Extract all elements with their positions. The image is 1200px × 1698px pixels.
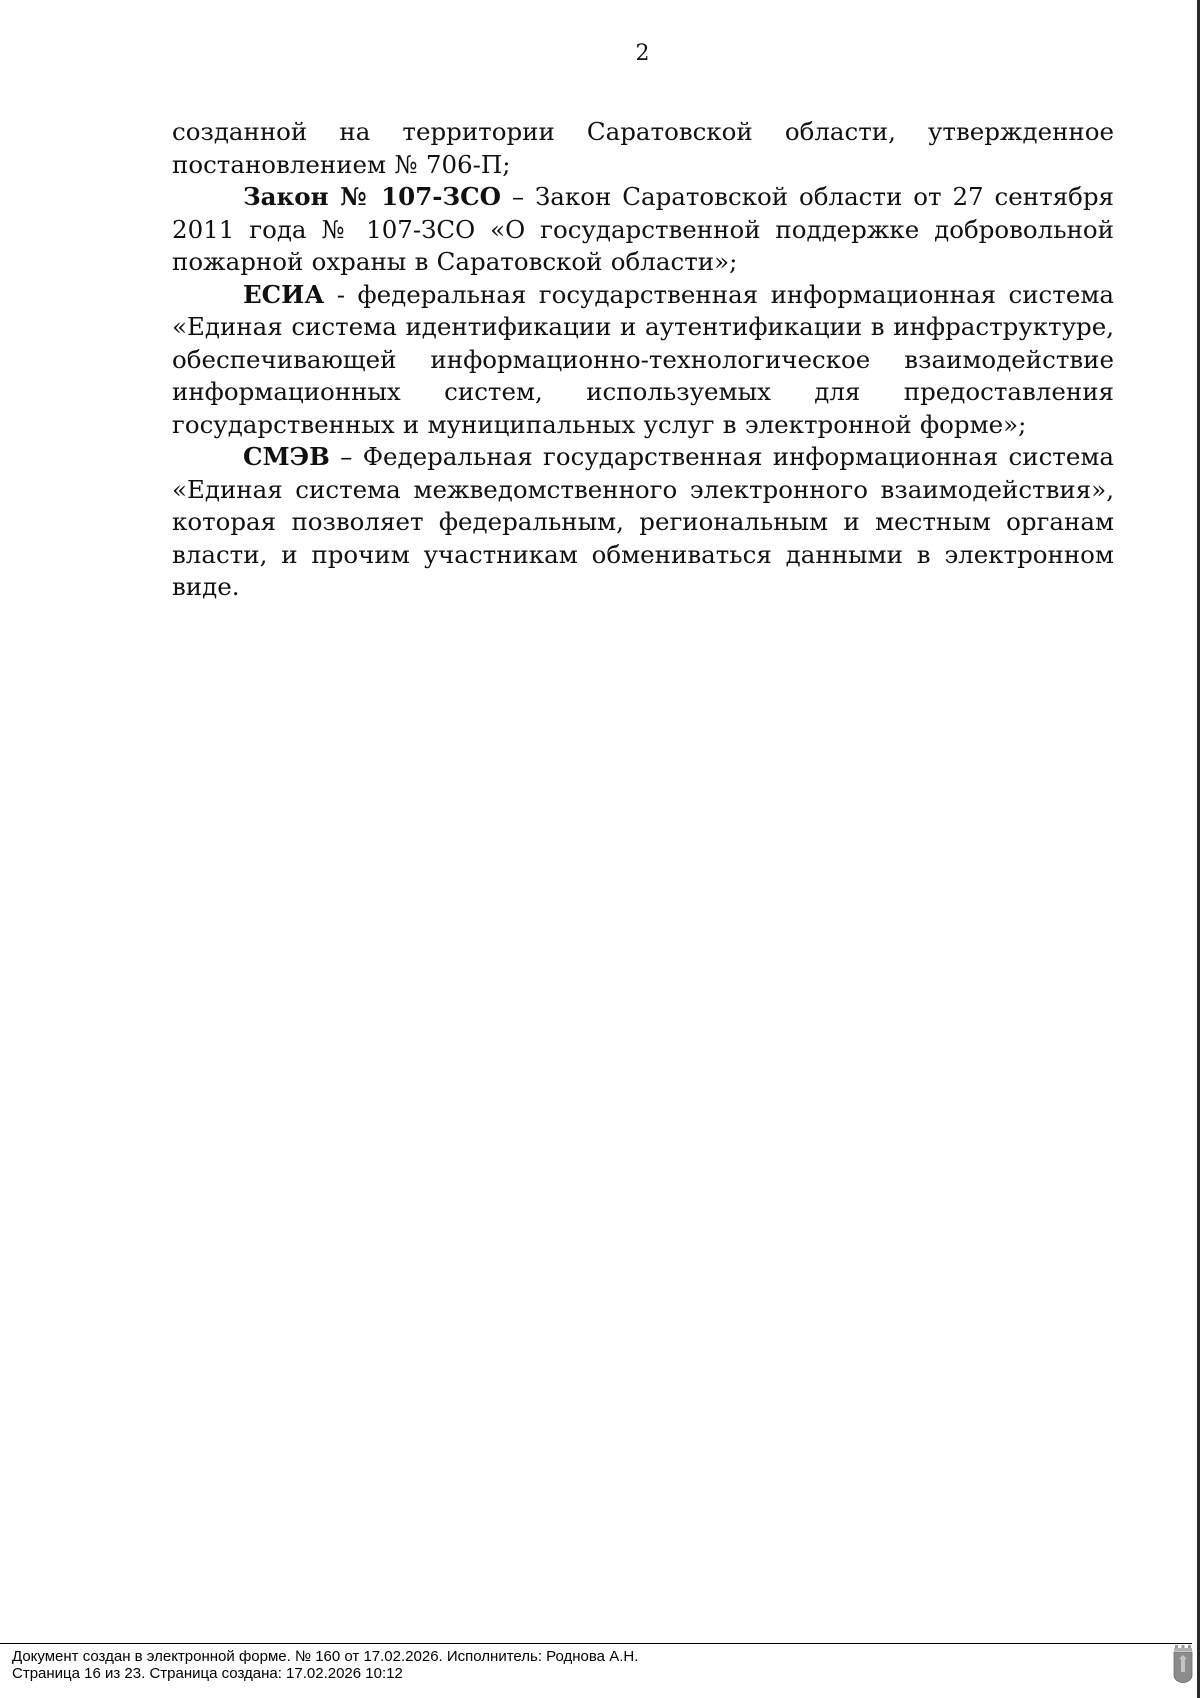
definition-law-107-zso: [172, 181, 1114, 279]
definition-separator: –: [329, 442, 363, 471]
definition-term: ЕСИА: [243, 279, 325, 309]
definition-separator: -: [324, 279, 358, 309]
definition-text: Закон Саратовской области от 27 сентября 2011 года № 107-ЗСО «О государственной поддержке добровольной пожарной охраны в Саратовской области»;: [172, 182, 1114, 276]
definition-text: федеральная государственная информационная система «Единая система идентификации и аутентификации в инфраструктуре, обеспечивающей информационно-технологическое взаимодействие информационных систем, используемых для предоставления государственных и муниципальных услуг в электронной форме»;: [172, 279, 1114, 439]
document-body: [172, 116, 1114, 604]
footer-divider: [0, 1643, 1192, 1644]
paragraph-text: созданной на территории Саратовской области, утвержденное постановлением № 706-П;: [172, 117, 1114, 179]
paragraph-continuation: [172, 116, 1114, 181]
footer-page-info: Страница 16 из 23. Страница создана: 17.02.2026 10:12: [12, 1665, 403, 1682]
document-footer: [12, 1648, 638, 1682]
definition-term: Закон № 107-ЗСО: [243, 182, 501, 211]
definition-smev: [172, 441, 1114, 604]
coat-of-arms-icon: [1172, 1645, 1194, 1683]
footer-document-info: Документ создан в электронной форме. № 160 от 17.02.2026. Исполнитель: Роднова А.Н.: [12, 1648, 639, 1665]
definition-text: Федеральная государственная информационная система «Единая система межведомственного электронного взаимодействия», которая позволяет федеральным, региональным и местным органам власти, и прочим участникам обмениваться данными в электронном виде.: [172, 442, 1115, 601]
definition-separator: –: [500, 182, 536, 211]
definition-esia: [172, 279, 1114, 442]
page-number: 2: [635, 41, 650, 66]
definition-term: СМЭВ: [243, 442, 330, 471]
